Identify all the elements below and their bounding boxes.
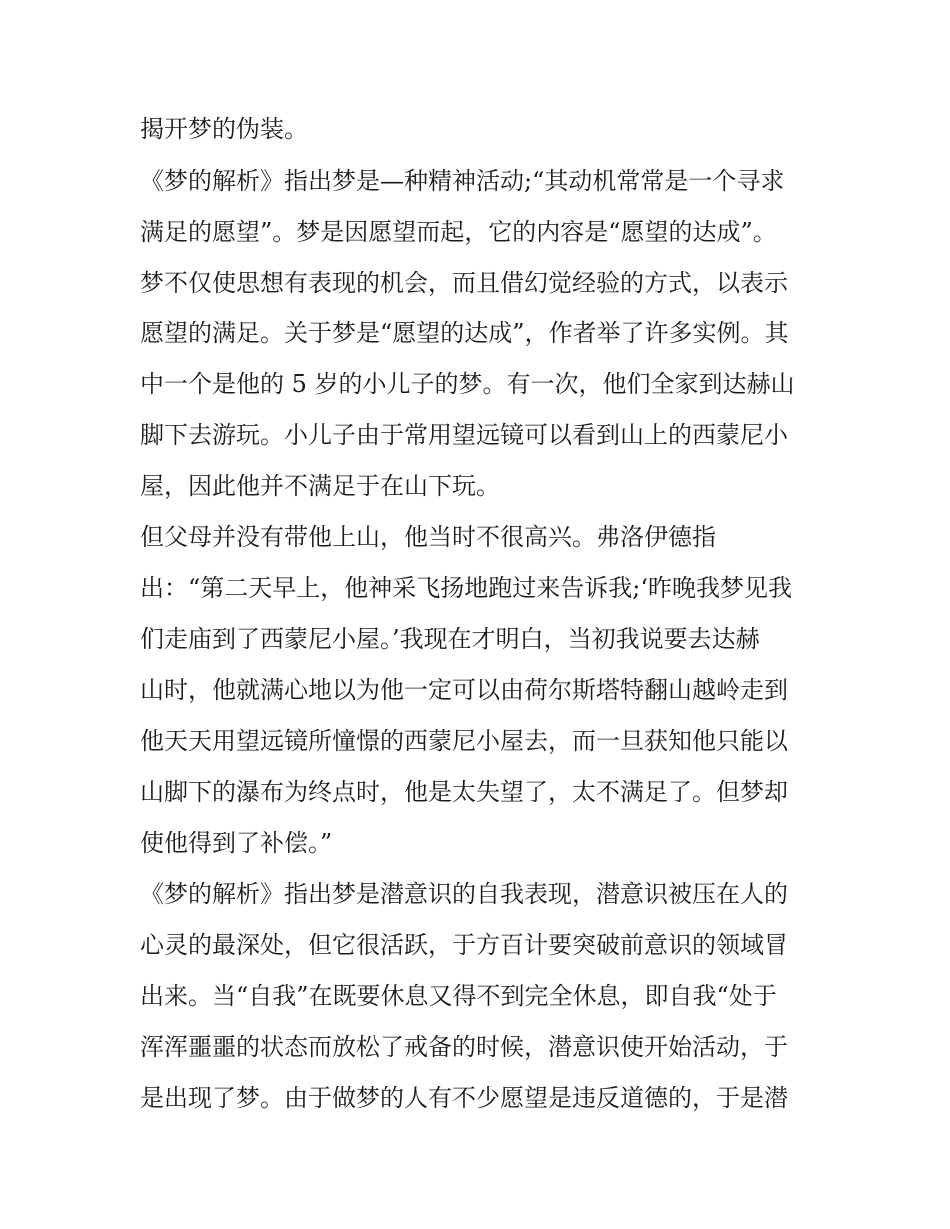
text-line: 《梦的解析》指出梦是潜意识的自我表现，潜意识被压在人的 [140,880,788,908]
text-line: 山时，他就满心地以为他一定可以由荷尔斯塔特翻山越岭走到 [140,676,788,704]
text-line: 是出现了梦。由于做梦的人有不少愿望是违反道德的，于是潜 [140,1084,788,1112]
text-line: 屋，因此他并不满足于在山下玩。 [140,472,500,500]
text-line: 出来。当“自我”在既要休息又得不到完全休息，即自我“处于 [140,982,777,1010]
text-line: 山脚下的瀑布为终点时，他是太失望了，太不满足了。但梦却 [140,778,788,806]
text-line: 满足的愿望”。梦是因愿望而起，它的内容是“愿望的达成”。 [140,218,777,246]
text-line: 愿望的满足。关于梦是“愿望的达成”，作者举了许多实例。其 [140,319,789,347]
text-line: 但父母并没有带他上山，他当时不很高兴。弗洛伊德指 [140,523,716,551]
text-line: 使他得到了补偿。” [140,829,333,857]
text-line: 揭开梦的伪装。 [140,115,308,143]
text-line: 《梦的解析》指出梦是—种精神活动;“其动机常常是一个寻求 [140,167,785,195]
text-line: 他天天用望远镜所憧憬的西蒙尼小屋去，而一旦获知他只能以 [140,727,788,755]
text-line: 梦不仅使思想有表现的机会，而且借幻觉经验的方式，以表示 [140,269,788,297]
text-line: 出：“第二天早上，他神采飞扬地跑过来告诉我;‘昨晚我梦见我 [140,574,792,602]
text-line: 浑浑噩噩的状态而放松了戒备的时候，潜意识使开始活动，于 [140,1033,788,1061]
text-line: 们走庙到了西蒙尼小屋。’我现在才明白，当初我说要去达赫 [140,625,760,653]
text-line: 脚下去游玩。小儿子由于常用望远镜可以看到山上的西蒙尼小 [140,421,788,449]
text-line: 中一个是他的 5 岁的小儿子的梦。有一次，他们全家到达赫山 [140,370,795,398]
text-line: 心灵的最深处，但它很活跃，于方百计要突破前意识的领域冒 [140,931,788,959]
